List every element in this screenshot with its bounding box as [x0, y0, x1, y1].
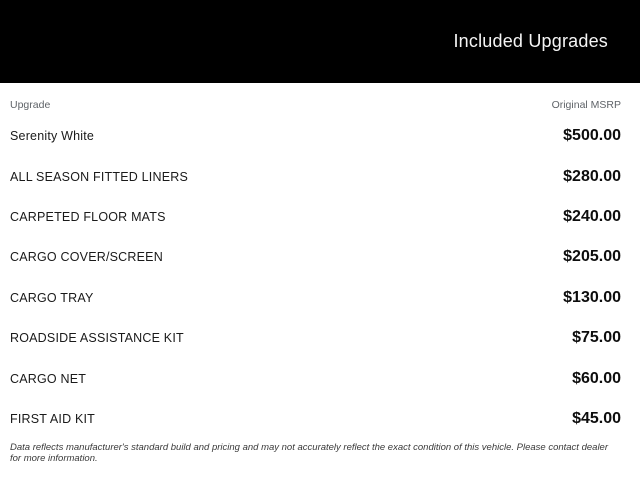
upgrade-name: CARGO TRAY [10, 290, 94, 305]
table-row [10, 358, 621, 398]
upgrade-name: CARPETED FLOOR MATS [10, 209, 166, 224]
upgrade-name: Serenity White [10, 129, 95, 144]
disclaimer-text: Data reflects manufacturer's standard build and pricing and may not accurately reflect the exact condition of this vehicle. Please contact dealer for more information. [10, 442, 608, 465]
table-row [10, 278, 621, 318]
upgrades-table [0, 83, 640, 464]
upgrade-price: $60.00 [572, 369, 621, 387]
upgrade-name: CARGO NET [10, 371, 87, 386]
upgrade-name: CARGO COVER/SCREEN [10, 250, 163, 265]
upgrade-name: FIRST AID KIT [10, 411, 96, 426]
table-column-headers [10, 83, 621, 111]
table-row [10, 116, 621, 156]
table-row [10, 399, 621, 439]
table-row [10, 156, 621, 196]
column-header-upgrade: Upgrade [10, 99, 51, 111]
upgrade-price: $280.00 [563, 167, 621, 185]
table-row [10, 197, 621, 237]
upgrade-price: $45.00 [572, 409, 621, 427]
page-title: Included Upgrades [453, 31, 608, 51]
table-rows [10, 116, 621, 439]
upgrade-name: ROADSIDE ASSISTANCE KIT [10, 331, 184, 346]
upgrade-name: ALL SEASON FITTED LINERS [10, 169, 188, 184]
column-header-msrp: Original MSRP [551, 99, 621, 111]
header-bar [0, 0, 640, 83]
upgrade-price: $130.00 [563, 288, 621, 306]
upgrade-price: $500.00 [563, 127, 621, 145]
table-row [10, 318, 621, 358]
table-row [10, 237, 621, 277]
upgrade-price: $75.00 [572, 329, 621, 347]
upgrade-price: $240.00 [563, 207, 621, 225]
upgrade-price: $205.00 [563, 248, 621, 266]
